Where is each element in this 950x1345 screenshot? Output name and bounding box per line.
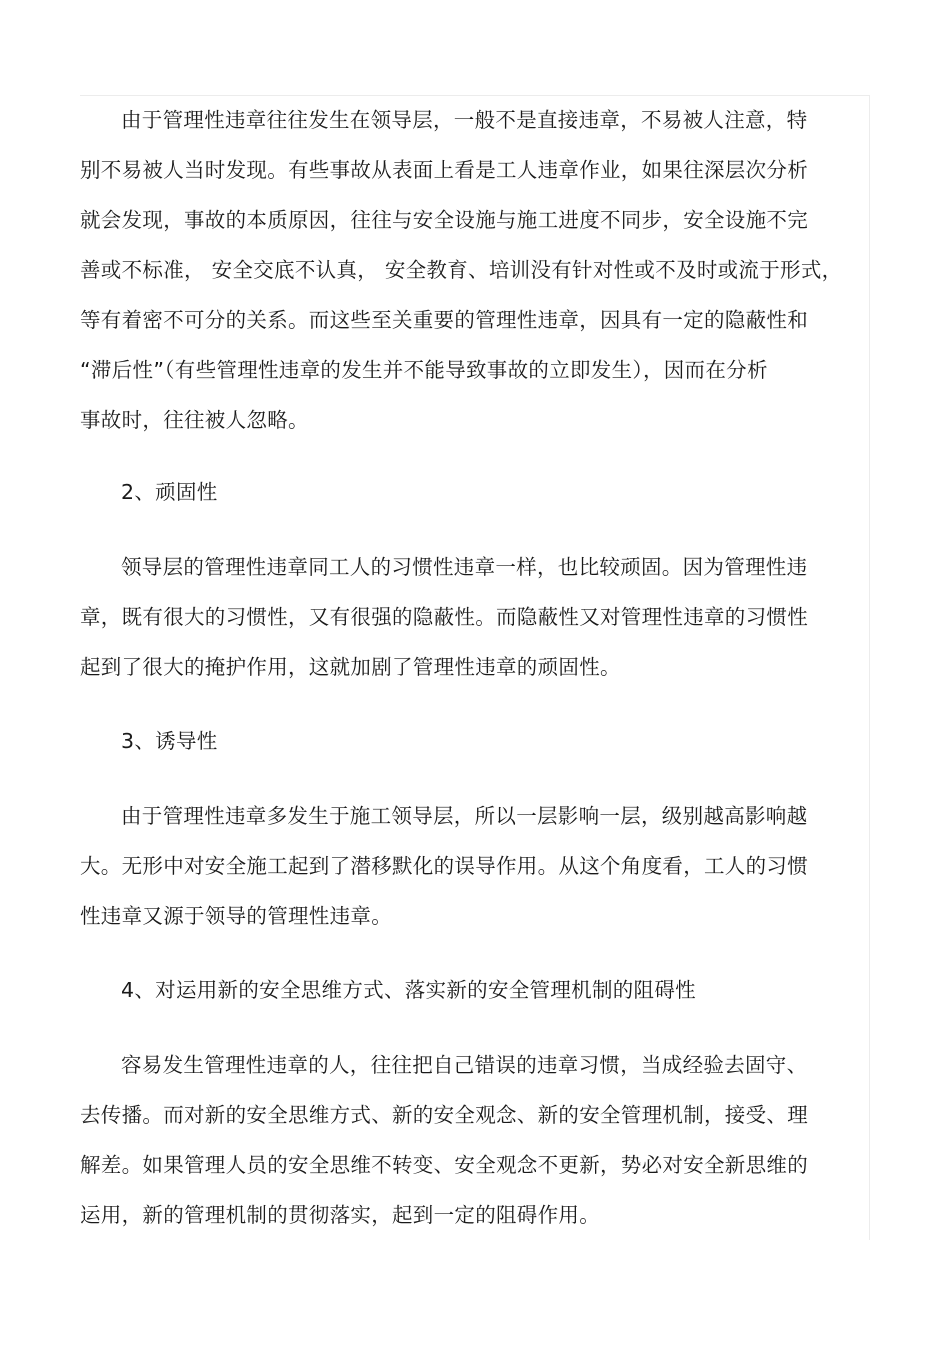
section-heading-2: 2、顽固性 <box>121 480 218 504</box>
paragraph-line: 容易发生管理性违章的人，往往把自己错误的违章习惯，当成经验去固守、 <box>121 1053 808 1077</box>
page-right-border <box>869 95 870 1240</box>
paragraph-line: 性违章又源于领导的管理性违章。 <box>80 904 392 928</box>
paragraph-line: 去传播。而对新的安全思维方式、新的安全观念、新的安全管理机制，接受、理 <box>80 1103 808 1127</box>
paragraph-line: 大。无形中对安全施工起到了潜移默化的误导作用。从这个角度看，工人的习惯 <box>80 854 808 878</box>
paragraph-line: 事故时，往往被人忽略。 <box>80 408 309 432</box>
paragraph-line: 别不易被人当时发现。有些事故从表面上看是工人违章作业，如果往深层次分析 <box>80 158 808 182</box>
section-heading-4: 4、对运用新的安全思维方式、落实新的安全管理机制的阻碍性 <box>121 978 696 1002</box>
paragraph-line: 领导层的管理性违章同工人的习惯性违章一样，也比较顽固。因为管理性违 <box>121 555 808 579</box>
paragraph-line: 由于管理性违章多发生于施工领导层，所以一层影响一层，级别越高影响越 <box>121 804 808 828</box>
paragraph-line: 解差。如果管理人员的安全思维不转变、安全观念不更新，势必对安全新思维的 <box>80 1153 808 1177</box>
paragraph-line: 起到了很大的掩护作用，这就加剧了管理性违章的顽固性。 <box>80 655 621 679</box>
paragraph-4 <box>80 1040 840 1240</box>
paragraph-3 <box>80 791 840 941</box>
paragraph-line: 由于管理性违章往往发生在领导层，一般不是直接违章，不易被人注意，特 <box>121 108 808 132</box>
paragraph-line: 就会发现，事故的本质原因，往往与安全设施与施工进度不同步，安全设施不完 <box>80 208 808 232</box>
paragraph-line: 善或不标准， 安全交底不认真， 安全教育、培训没有针对性或不及时或流于形式， <box>80 258 843 282</box>
section-heading-3: 3、诱导性 <box>121 729 218 753</box>
paragraph-line: “滞后性”（有些管理性违章的发生并不能导致事故的立即发生），因而在分析 <box>80 358 768 382</box>
paragraph-line: 等有着密不可分的关系。而这些至关重要的管理性违章，因具有一定的隐蔽性和 <box>80 308 808 332</box>
paragraph-line: 运用，新的管理机制的贯彻落实，起到一定的阻碍作用。 <box>80 1203 600 1227</box>
paragraph-1 <box>80 95 843 445</box>
paragraph-line: 章，既有很大的习惯性，又有很强的隐蔽性。而隐蔽性又对管理性违章的习惯性 <box>80 605 808 629</box>
paragraph-2 <box>80 542 840 692</box>
